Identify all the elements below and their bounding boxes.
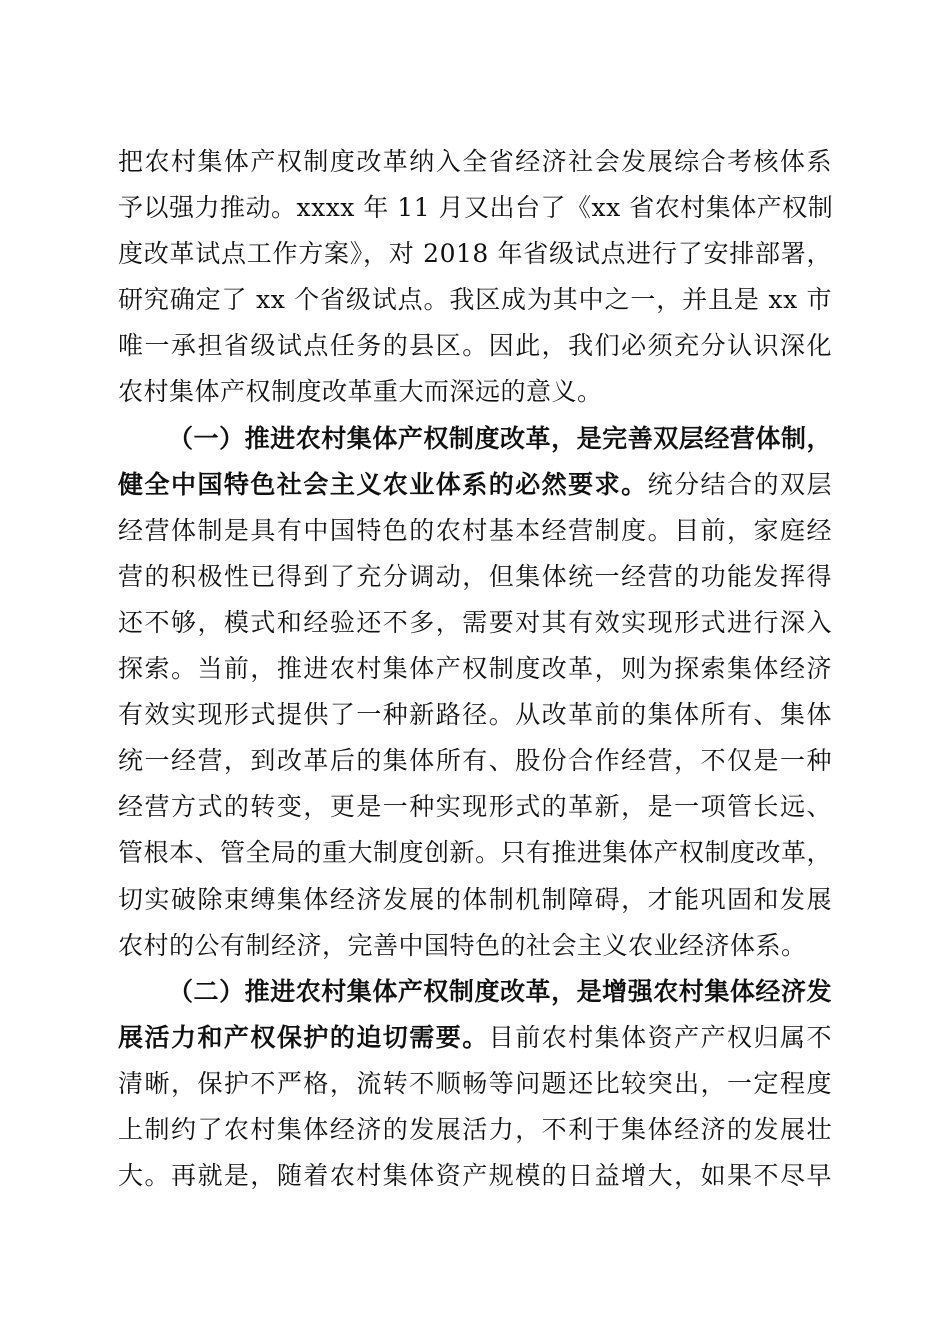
document-page — [118, 139, 832, 1199]
section-heading-continuation: 健全中国特色社会主义农业体系的必然要求。 — [118, 469, 648, 499]
text-line: 切实破除束缚集体经济发展的体制机制障碍，才能巩固和发展 — [118, 884, 832, 914]
paragraph-section-1 — [118, 416, 832, 969]
paragraph-intro — [118, 139, 832, 416]
text-line — [118, 1015, 832, 1061]
text-line: 度改革试点工作方案》，对 2018 年省级试点进行了安排部署， — [118, 239, 832, 269]
text-line: 农村的公有制经济，完善中国特色的社会主义农业经济体系。 — [118, 930, 807, 960]
text-line — [118, 462, 832, 508]
section-heading-continuation: 展活力和产权保护的迫切需要。 — [118, 1022, 489, 1052]
text-line: 清晰，保护不严格，流转不顺畅等问题还比较突出，一定程度 — [118, 1068, 832, 1098]
text-line: 探索。当前，推进农村集体产权制度改革，则为探索集体经济 — [118, 654, 832, 684]
text-line: 还不够，模式和经验还不多，需要对其有效实现形式进行深入 — [118, 607, 832, 637]
text-line: 经营方式的转变，更是一种实现形式的革新，是一项管长远、 — [118, 792, 832, 822]
section-heading: （一）推进农村集体产权制度改革，是完善双层经营体制， — [168, 423, 832, 453]
section-heading: （二）推进农村集体产权制度改革，是增强农村集体经济发 — [168, 976, 832, 1006]
text-line: 把农村集体产权制度改革纳入全省经济社会发展综合考核体系 — [118, 147, 832, 176]
paragraph-section-2 — [118, 969, 832, 1199]
text-line: 农村集体产权制度改革重大而深远的意义。 — [118, 377, 603, 407]
text-line: 统一经营，到改革后的集体所有、股份合作经营，不仅是一种 — [118, 746, 832, 776]
text-line: 予以强力推动。xxxx 年 11 月又出台了《xx 省农村集体产权制 — [118, 193, 834, 223]
text-line: 大。再就是，随着农村集体资产规模的日益增大，如果不尽早 — [118, 1161, 832, 1191]
text-line: 营的积极性已得到了充分调动，但集体统一经营的功能发挥得 — [118, 561, 832, 591]
text-line: 研究确定了 xx 个省级试点。我区成为其中之一，并且是 xx 市 — [118, 285, 832, 315]
text-line: 管根本、管全局的重大制度创新。只有推进集体产权制度改革， — [118, 838, 833, 868]
text-line: 唯一承担省级试点任务的县区。因此，我们必须充分认识深化 — [118, 331, 832, 361]
text-line: 经营体制是具有中国特色的农村基本经营制度。目前，家庭经 — [118, 515, 832, 545]
text-fragment: 目前农村集体资产产权归属不 — [488, 1022, 832, 1052]
text-line: 上制约了农村集体经济的发展活力，不利于集体经济的发展壮 — [118, 1114, 832, 1144]
text-line: 有效实现形式提供了一种新路径。从改革前的集体所有、集体 — [118, 700, 832, 730]
text-fragment: 统分结合的双层 — [647, 469, 832, 499]
